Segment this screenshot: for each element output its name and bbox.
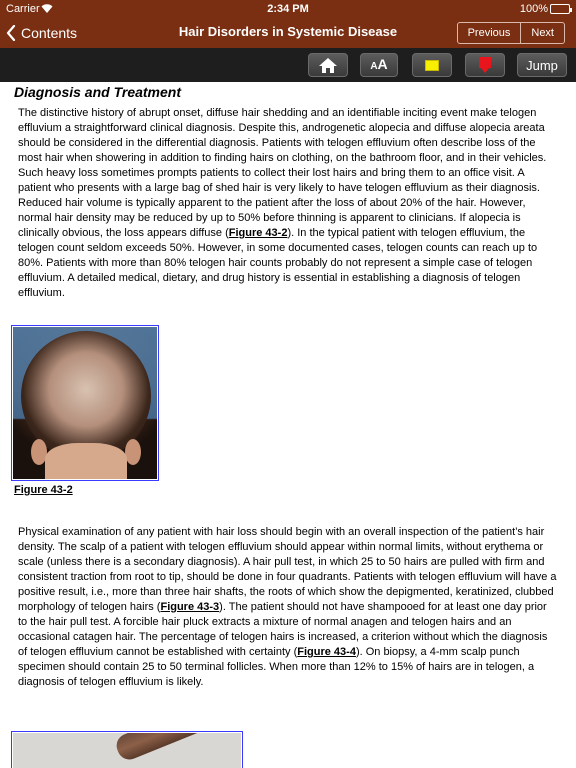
section-heading: Diagnosis and Treatment — [14, 84, 182, 100]
next-button[interactable]: Next — [520, 23, 564, 43]
battery-icon — [550, 4, 570, 14]
font-size-button[interactable] — [360, 53, 398, 77]
figure-43-3-image[interactable] — [11, 731, 243, 768]
status-bar — [0, 0, 576, 18]
paragraph-2: Physical examination of any patient with hair loss should begin with an overall inspection of the patient’s hair density. The scalp of a patient with telogen effluvium should appear within normal limits, without erythema or scale (unless there is a secondary diagnosis). A hair pull test, in which 25 to 50 hairs are pulled with firm and consistent traction from root to tip, should be done in four quadrants. Patients with telogen effluvium will have a positive result, i.e., more than three hair shafts, the roots of which show the depigmented, keratinized, clubbed morphology of telogen hairs (Figure 43-3). The patient should not have shampooed for at least one day prior to the hair pull test. A forcible hair pluck extracts a mixture of normal anagen and telogen hairs and an occasional catagen hair. The percentage of telogen hairs is increased, a criterion without which the diagnosis of telogen effluvium cannot be established with certainty (Figure 43-4). On biopsy, a 4-mm scalp punch specimen should contain 25 to 50 terminal follicles. When more than 12% to 15% of hairs are in telogen, a diagnosis of telogen effluvium is likely. — [18, 526, 557, 688]
highlight-button[interactable] — [412, 53, 452, 77]
figure-43-4-link[interactable]: Figure 43-4 — [297, 646, 356, 658]
page-title: Hair Disorders in Systemic Disease — [178, 24, 398, 39]
scalp-photo — [13, 327, 157, 479]
hair-shaft-photo — [13, 733, 241, 768]
back-to-contents-button[interactable] — [6, 22, 77, 44]
highlight-yellow-icon — [425, 60, 439, 71]
figure-43-2-image[interactable] — [11, 325, 159, 481]
figure-43-2-caption[interactable]: Figure 43-2 — [14, 484, 73, 496]
figure-43-3-link[interactable]: Figure 43-3 — [160, 601, 220, 613]
article-content[interactable] — [0, 82, 576, 768]
navigation-bar — [0, 18, 576, 48]
jump-button[interactable]: Jump — [517, 53, 567, 77]
prev-next-segmented-control — [457, 22, 565, 44]
paragraph-1: The distinctive history of abrupt onset, diffuse hair shedding and an identifiable inciting event make telogen effluvium a straightforward clinical diagnosis. Despite this, androgenetic alopecia and diffuse alopecia areata should be considered in the differential diagnosis. Patients with telogen effluvium often describe loss of the most hair when showering in addition to finding hairs on clothing, on the bathroom floor, and in their vehicles. Such heavy loss sometimes prompts patients to collect their lost hairs and bring them to an office visit. A patient who presents with a large bag of shed hair is very likely to have telogen effluvium as their diagnosis. Reduced hair volume is typically apparent to the patient after the loss of about 20% of the hair. However, normal hair density may be reduced by up to 50% before thinning is apparent to clinicians. If alopecia is clinically obvious, the loss appears diffuse (Figure 43-2). In the typical patient with telogen effluvium, the telogen count seldom exceeds 50%. However, in some documented cases, telogen counts can reach up to 80%. Patients with more than 80% telogen hair counts probably do not represent a simple case of telogen effluvium. A detailed medical, dietary, and drug history is essential in establishing a diagnosis of telogen effluvium. — [18, 107, 547, 299]
figure-43-2-link[interactable]: Figure 43-2 — [228, 227, 288, 239]
font-size-icon: AA — [370, 56, 388, 72]
back-button-label: Contents — [21, 25, 78, 41]
chevron-left-icon — [6, 25, 16, 41]
home-icon — [318, 57, 338, 74]
bookmark-flag-icon — [479, 57, 491, 73]
previous-button[interactable]: Previous — [467, 27, 511, 39]
bookmark-button[interactable] — [465, 53, 505, 77]
home-button[interactable] — [308, 53, 348, 77]
carrier-label: Carrier — [6, 3, 40, 15]
reader-toolbar — [0, 48, 576, 82]
battery-percent: 100% — [519, 3, 548, 15]
clock: 2:34 PM — [267, 3, 309, 15]
